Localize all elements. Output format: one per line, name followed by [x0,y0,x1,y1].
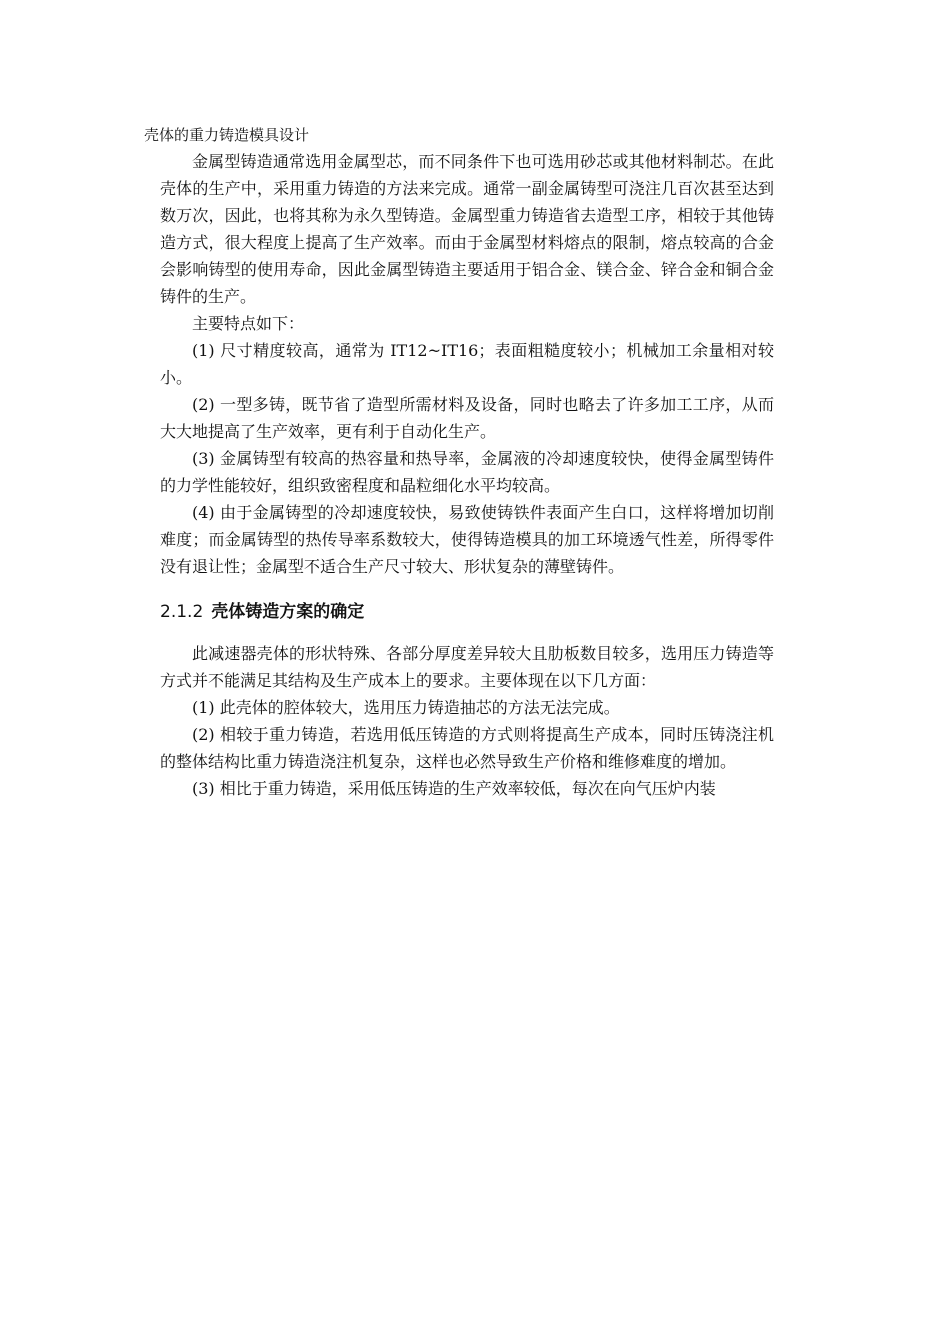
document-body [160,148,774,802]
list-item-feature-2: (2) 一型多铸，既节省了造型所需材料及设备，同时也略去了许多加工工序，从而大大地提高了生产效率，更有利于自动化生产。 [160,395,774,441]
list-item-reason-1: (1) 此壳体的腔体较大，选用压力铸造抽芯的方法无法完成。 [192,698,620,717]
section-title: 壳体铸造方案的确定 [211,602,365,622]
paragraph-intro: 金属型铸造通常选用金属型芯，而不同条件下也可选用砂芯或其他材料制芯。在此壳体的生产中，采用重力铸造的方法来完成。通常一副金属铸型可浇注几百次甚至达到数万次，因此，也将其称为永久型铸造。金属型重力铸造省去造型工序，相较于其他铸造方式，很大程度上提高了生产效率。而由于金属型材料熔点的限制，熔点较高的合金会影响铸型的使用寿命，因此金属型铸造主要适用于铝合金、镁合金、锌合金和铜合金铸件的生产。 [160,152,774,306]
running-header: 壳体的重力铸造模具设计 [144,126,310,144]
list-item-feature-1: (1) 尺寸精度较高，通常为 IT12~IT16；表面粗糙度较小；机械加工余量相对较小。 [160,341,774,387]
paragraph-features-lead: 主要特点如下： [192,314,305,333]
list-item-reason-2: (2) 相较于重力铸造，若选用低压铸造的方式则将提高生产成本，同时压铸浇注机的整体结构比重力铸造浇注机复杂，这样也必然导致生产价格和维修难度的增加。 [160,725,774,771]
section-number: 2.1.2 [160,602,204,622]
paragraph-scheme-intro: 此减速器壳体的形状特殊、各部分厚度差异较大且肋板数目较多，选用压力铸造等方式并不能满足其结构及生产成本上的要求。主要体现在以下几方面： [160,644,774,690]
list-item-feature-3: (3) 金属铸型有较高的热容量和热导率，金属液的冷却速度较快，使得金属型铸件的力学性能较好，组织致密程度和晶粒细化水平均较高。 [160,449,774,495]
section-heading [160,598,774,626]
list-item-reason-3: (3) 相比于重力铸造，采用低压铸造的生产效率较低，每次在向气压炉内装 [192,779,716,798]
list-item-feature-4: (4) 由于金属铸型的冷却速度较快，易致使铸铁件表面产生白口，这样将增加切削难度；而金属铸型的热传导率系数较大，使得铸造模具的加工环境透气性差，所得零件没有退让性；金属型不适合生产尺寸较大、形状复杂的薄壁铸件。 [160,503,774,576]
